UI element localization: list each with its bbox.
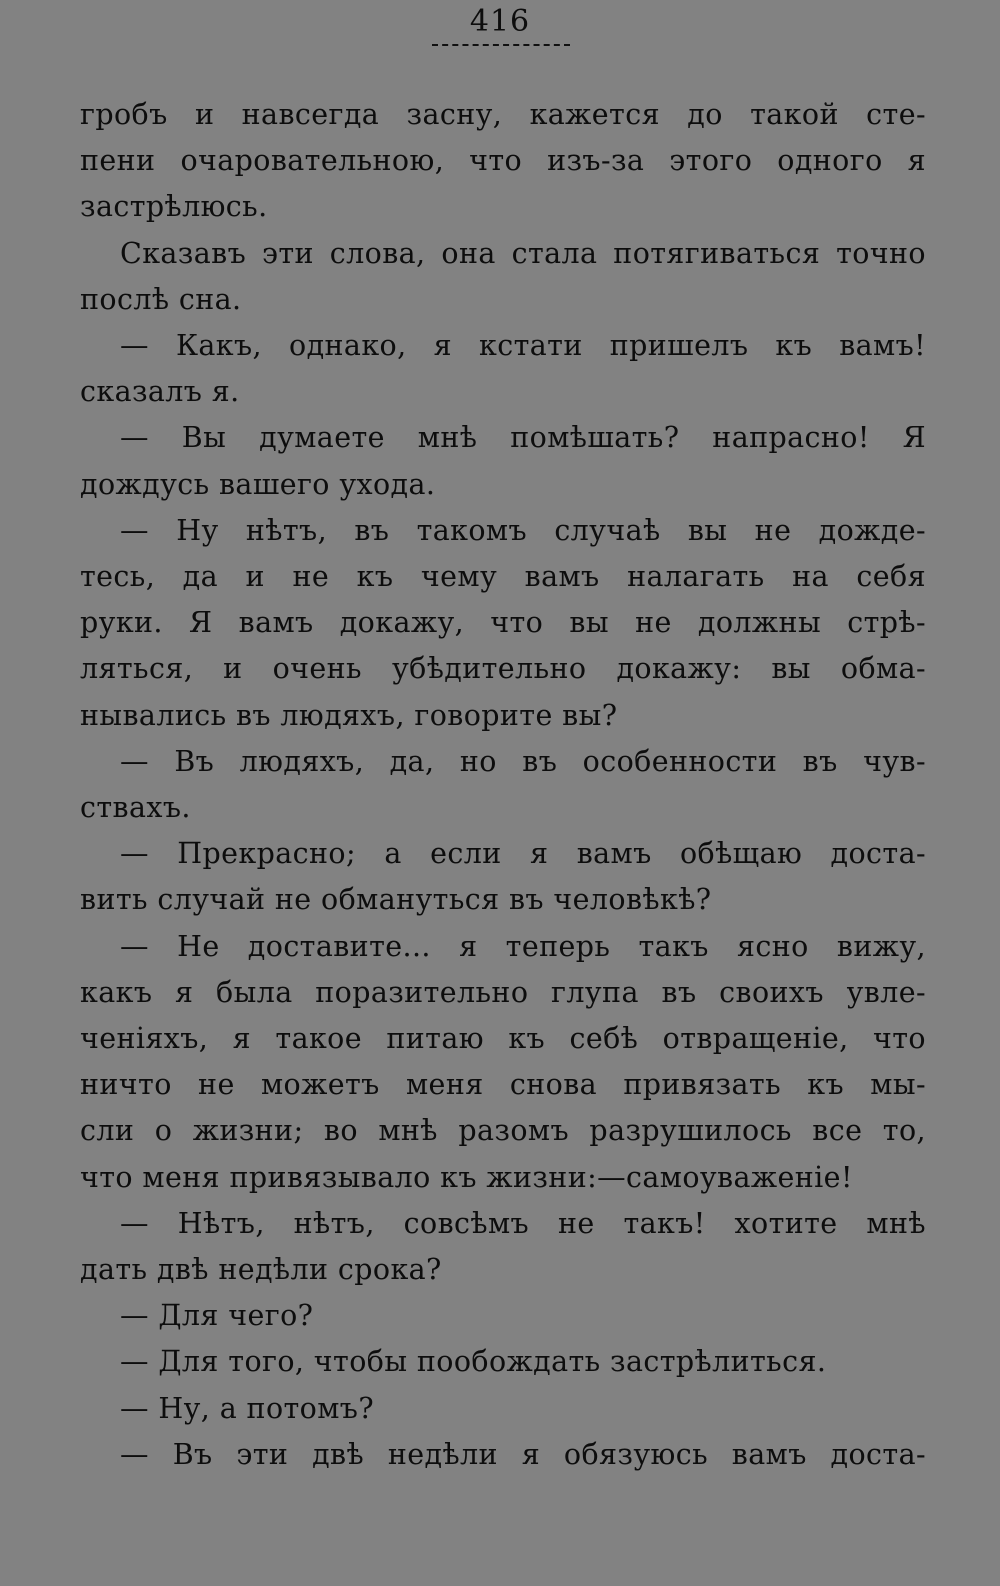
text-line: — Вы думаете мнѣ помѣшать? напрасно! Я [120,421,926,455]
text-line: нывались въ людяхъ, говорите вы? [80,698,618,732]
text-line: — Для того, чтобы пообождать застрѣлиться. [120,1345,827,1379]
text-line: — Ну, а потомъ? [120,1391,375,1425]
text-line: дать двѣ недѣли срока? [80,1253,442,1287]
text-line: дождусь вашего ухода. [80,467,436,501]
text-line: тесь, да и не къ чему вамъ налагать на себя [80,560,926,594]
text-line: пени очаровательною, что изъ-за этого одного я [80,144,926,178]
text-line: послѣ сна. [80,282,242,316]
text-line: сказалъ я. [80,375,240,409]
text-line: — Для чего? [120,1299,314,1333]
text-line: ствахъ. [80,791,191,825]
text-line: руки. Я вамъ докажу, что вы не должны стрѣ- [80,606,926,640]
text-line: — Какъ, однако, я кстати пришелъ къ вамъ! [120,329,926,363]
text-line: гробъ и навсегда засну, кажется до такой сте- [80,98,926,131]
text-line: какъ я была поразительно глупа въ своихъ увле- [80,975,926,1009]
text-line: застрѣлюсь. [80,190,268,224]
text-line: ченіяхъ, я такое питаю къ себѣ отвращеніе, что [80,1022,926,1056]
text-line: сли о жизни; во мнѣ разомъ разрушилось все то, [80,1114,926,1148]
text-line: — Нѣтъ, нѣтъ, совсѣмъ не такъ! хотите мнѣ [120,1206,926,1240]
text-line: ляться, и очень убѣдительно докажу: вы обма- [80,652,926,686]
text-line: вить случай не обмануться въ человѣкѣ? [80,883,712,917]
text-line: ничто не можетъ меня снова привязать къ мы- [80,1068,926,1102]
text-line: — Не доставите... я теперь такъ ясно вижу, [120,929,926,963]
header-rule [432,44,570,46]
text-line: — Въ эти двѣ недѣли я обязуюсь вамъ доста- [120,1437,926,1471]
text-line: — Въ людяхъ, да, но въ особенности въ чув- [120,744,926,778]
text-line: — Ну нѣтъ, въ такомъ случаѣ вы не дожде- [120,513,926,547]
page-number: 416 [469,4,531,39]
body-text [80,92,926,1478]
text-line: что меня привязывало къ жизни:—самоуваженіе! [80,1160,853,1194]
text-line: Сказавъ эти слова, она стала потягиваться точно [120,236,926,270]
text-line: — Прекрасно; а если я вамъ обѣщаю доста- [120,837,926,871]
